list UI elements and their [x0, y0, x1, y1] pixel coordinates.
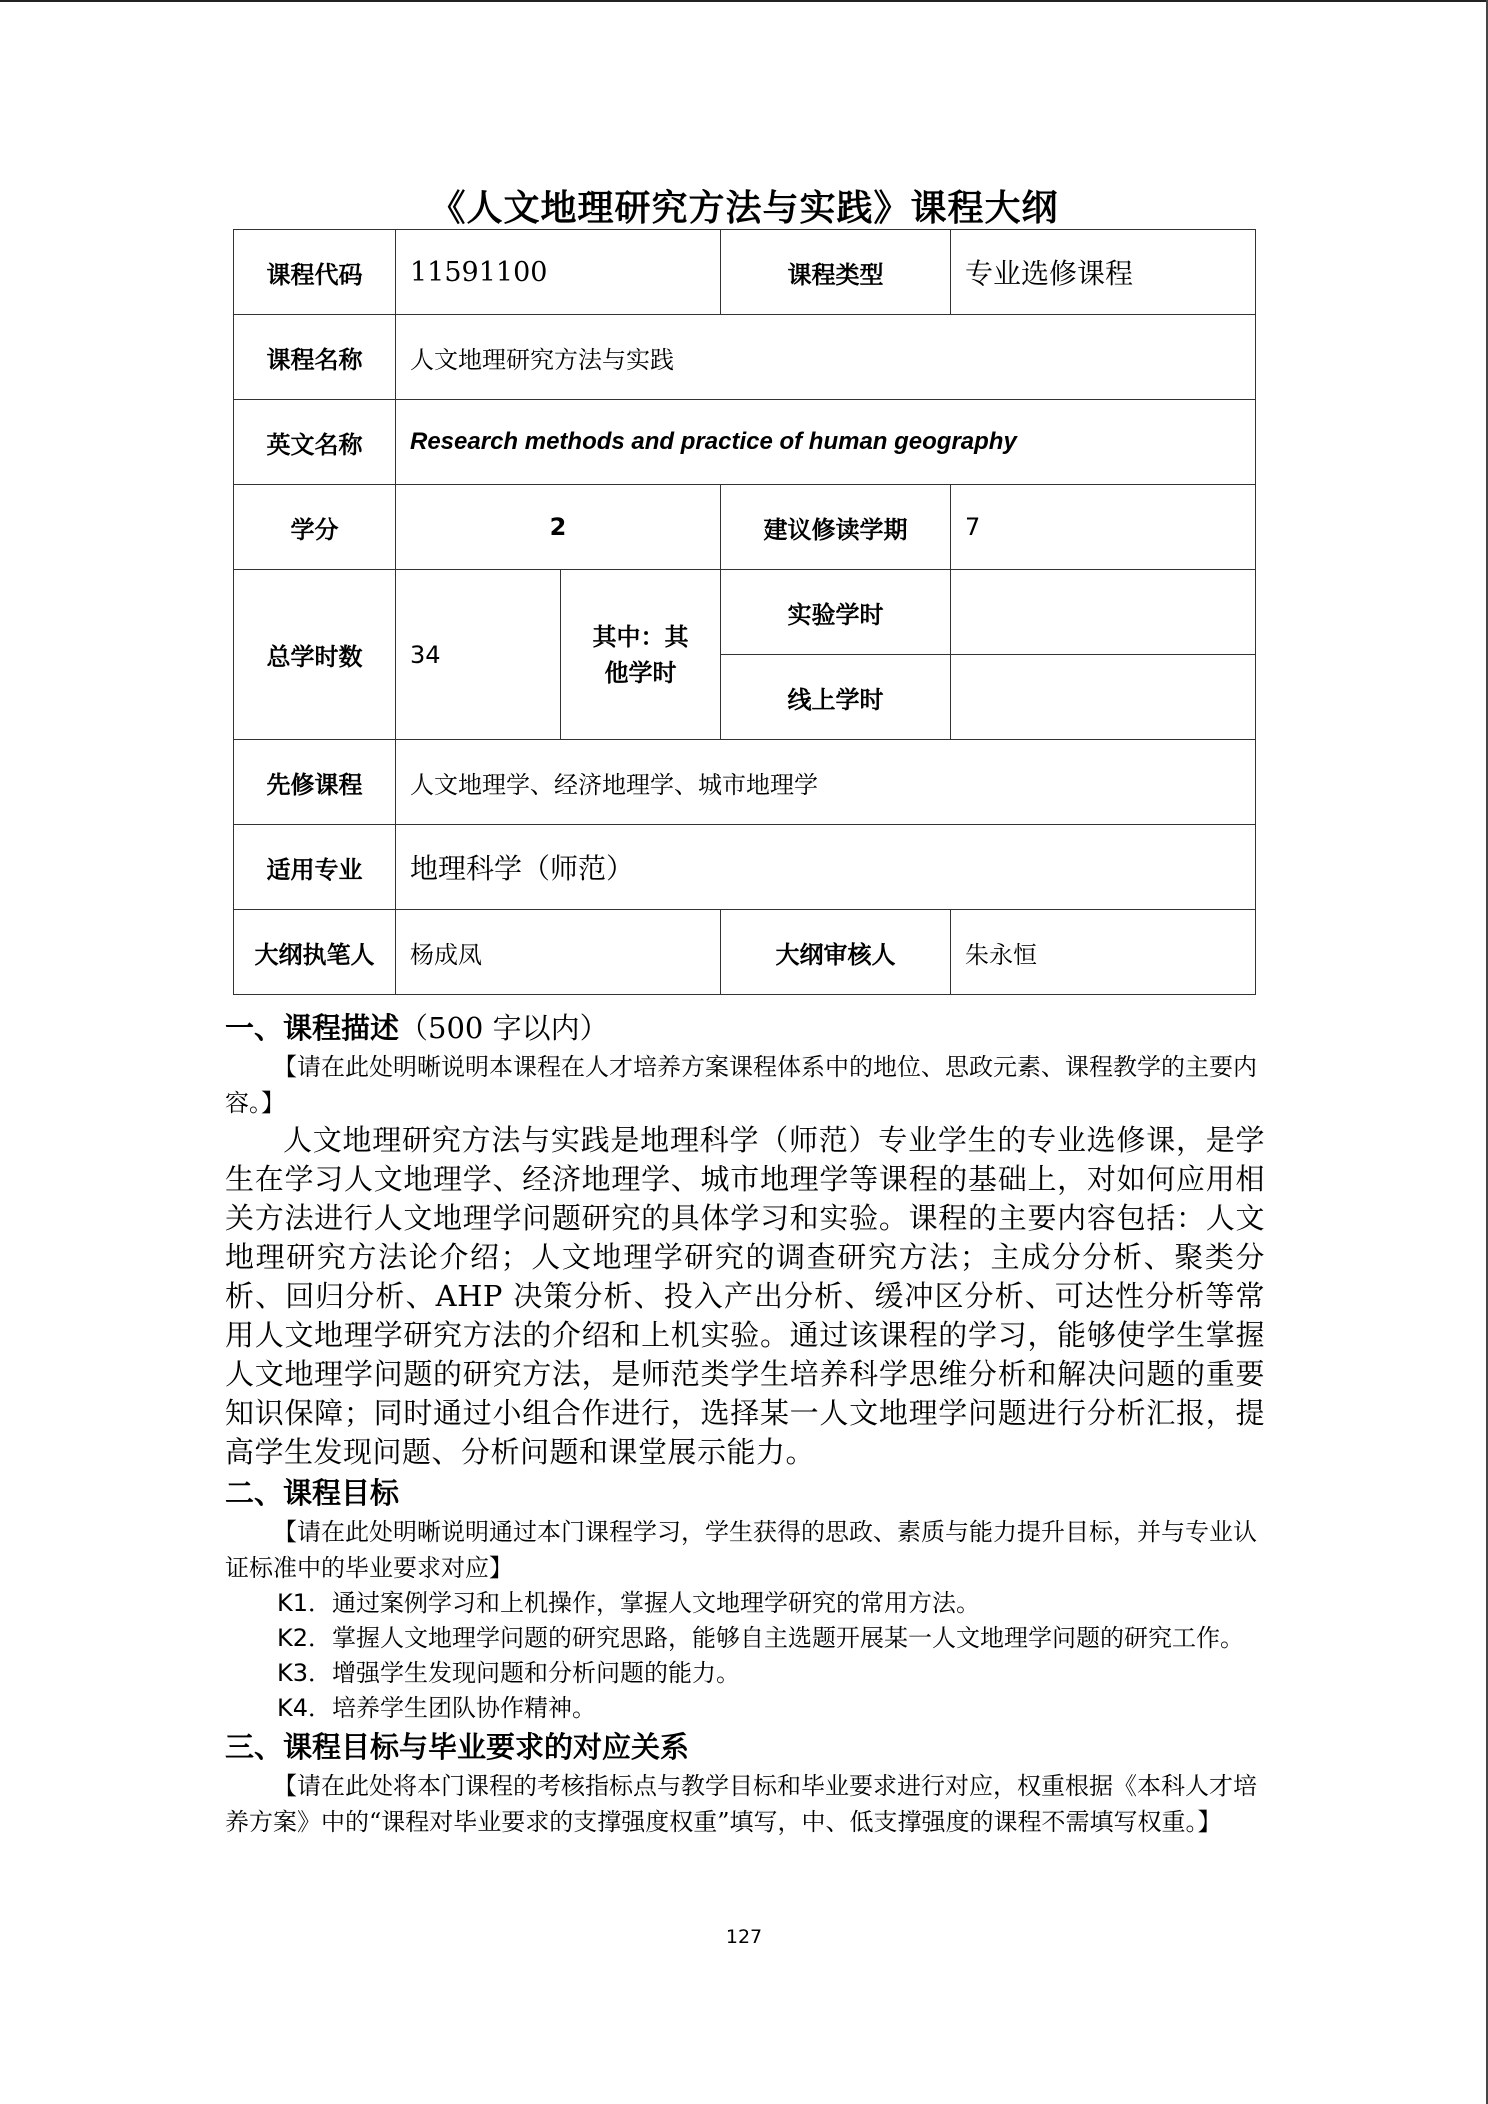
- total-hours-label: 总学时数: [234, 570, 396, 740]
- table-row: [234, 400, 1256, 485]
- semester-value: 7: [951, 485, 1256, 570]
- section-heading-description: [225, 1007, 1265, 1049]
- section-heading-text: 一、课程描述: [225, 1011, 400, 1045]
- table-row: [234, 910, 1256, 995]
- lab-hours-value: [951, 570, 1256, 655]
- course-name-label: 课程名称: [234, 315, 396, 400]
- section-instruction: 【请在此处将本门课程的考核指标点与教学目标和毕业要求进行对应，权重根据《本科人才培养方案》中的“课程对毕业要求的支撑强度权重”填写，中、低支撑强度的课程不需填写权重。】: [225, 1772, 1257, 1836]
- semester-label: 建议修读学期: [721, 485, 951, 570]
- goal-item: K3．增强学生发现问题和分析问题的能力。: [277, 1659, 741, 1687]
- course-info-table: [233, 229, 1256, 995]
- other-hours-label: 其中：其他学时: [561, 570, 721, 740]
- goal-item: K1．通过案例学习和上机操作，掌握人文地理学研究的常用方法。: [277, 1589, 981, 1617]
- course-type-value: 专业选修课程: [951, 230, 1256, 315]
- section-instruction: 【请在此处明晰说明通过本门课程学习，学生获得的思政、素质与能力提升目标，并与专业认证标准中的毕业要求对应】: [225, 1518, 1257, 1582]
- goal-item: K2．掌握人文地理学问题的研究思路，能够自主选题开展某一人文地理学问题的研究工作。: [277, 1624, 1245, 1652]
- reviewer-value: 朱永恒: [951, 910, 1256, 995]
- online-hours-value: [951, 655, 1256, 740]
- english-name-label: 英文名称: [234, 400, 396, 485]
- author-value: 杨成凤: [396, 910, 721, 995]
- author-label: 大纲执笔人: [234, 910, 396, 995]
- table-row: [234, 485, 1256, 570]
- table-row: [234, 740, 1256, 825]
- section-heading-note: （500 字以内）: [399, 1011, 609, 1045]
- prereq-label: 先修课程: [234, 740, 396, 825]
- course-type-label: 课程类型: [721, 230, 951, 315]
- online-hours-label: 线上学时: [721, 655, 951, 740]
- major-label: 适用专业: [234, 825, 396, 910]
- section-instruction: 【请在此处明晰说明本课程在人才培养方案课程体系中的地位、思政元素、课程教学的主要内容。】: [225, 1053, 1257, 1117]
- document-title: 《人文地理研究方法与实践》课程大纲: [429, 188, 1059, 229]
- credits-value: 2: [396, 485, 721, 570]
- prereq-value: 人文地理学、经济地理学、城市地理学: [396, 740, 1256, 825]
- table-row: [234, 570, 1256, 655]
- total-hours-value: 34: [396, 570, 561, 740]
- course-code-label: 课程代码: [234, 230, 396, 315]
- course-code-value: 11591100: [396, 230, 721, 315]
- table-row: [234, 825, 1256, 910]
- goal-item: K4．培养学生团队协作精神。: [277, 1694, 597, 1722]
- page-number: 127: [725, 1926, 763, 1948]
- document-body: [225, 1007, 1265, 1840]
- reviewer-label: 大纲审核人: [721, 910, 951, 995]
- english-name-value: Research methods and practice of human geography: [396, 400, 1256, 485]
- major-value: 地理科学（师范）: [396, 825, 1256, 910]
- table-row: [234, 315, 1256, 400]
- section-heading-goals: 二、课程目标: [225, 1476, 400, 1510]
- table-row: [234, 230, 1256, 315]
- section-heading-mapping: 三、课程目标与毕业要求的对应关系: [225, 1730, 690, 1764]
- lab-hours-label: 实验学时: [721, 570, 951, 655]
- course-name-value: 人文地理研究方法与实践: [396, 315, 1256, 400]
- credits-label: 学分: [234, 485, 396, 570]
- description-paragraph: 人文地理研究方法与实践是地理科学（师范）专业学生的专业选修课，是学生在学习人文地理学、经济地理学、城市地理学等课程的基础上，对如何应用相关方法进行人文地理学问题研究的具体学习和实验。课程的主要内容包括：人文地理研究方法论介绍；人文地理学研究的调查研究方法；主成分分析、聚类分析、回归分析、AHP 决策分析、投入产出分析、缓冲区分析、可达性分析等常用人文地理学研究方法的介绍和上机实验。通过该课程的学习，能够使学生掌握人文地理学问题的研究方法，是师范类学生培养科学思维分析和解决问题的重要知识保障；同时通过小组合作进行，选择某一人文地理学问题进行分析汇报，提高学生发现问题、分析问题和课堂展示能力。: [225, 1123, 1265, 1469]
- top-border-line: [0, 0, 1488, 2]
